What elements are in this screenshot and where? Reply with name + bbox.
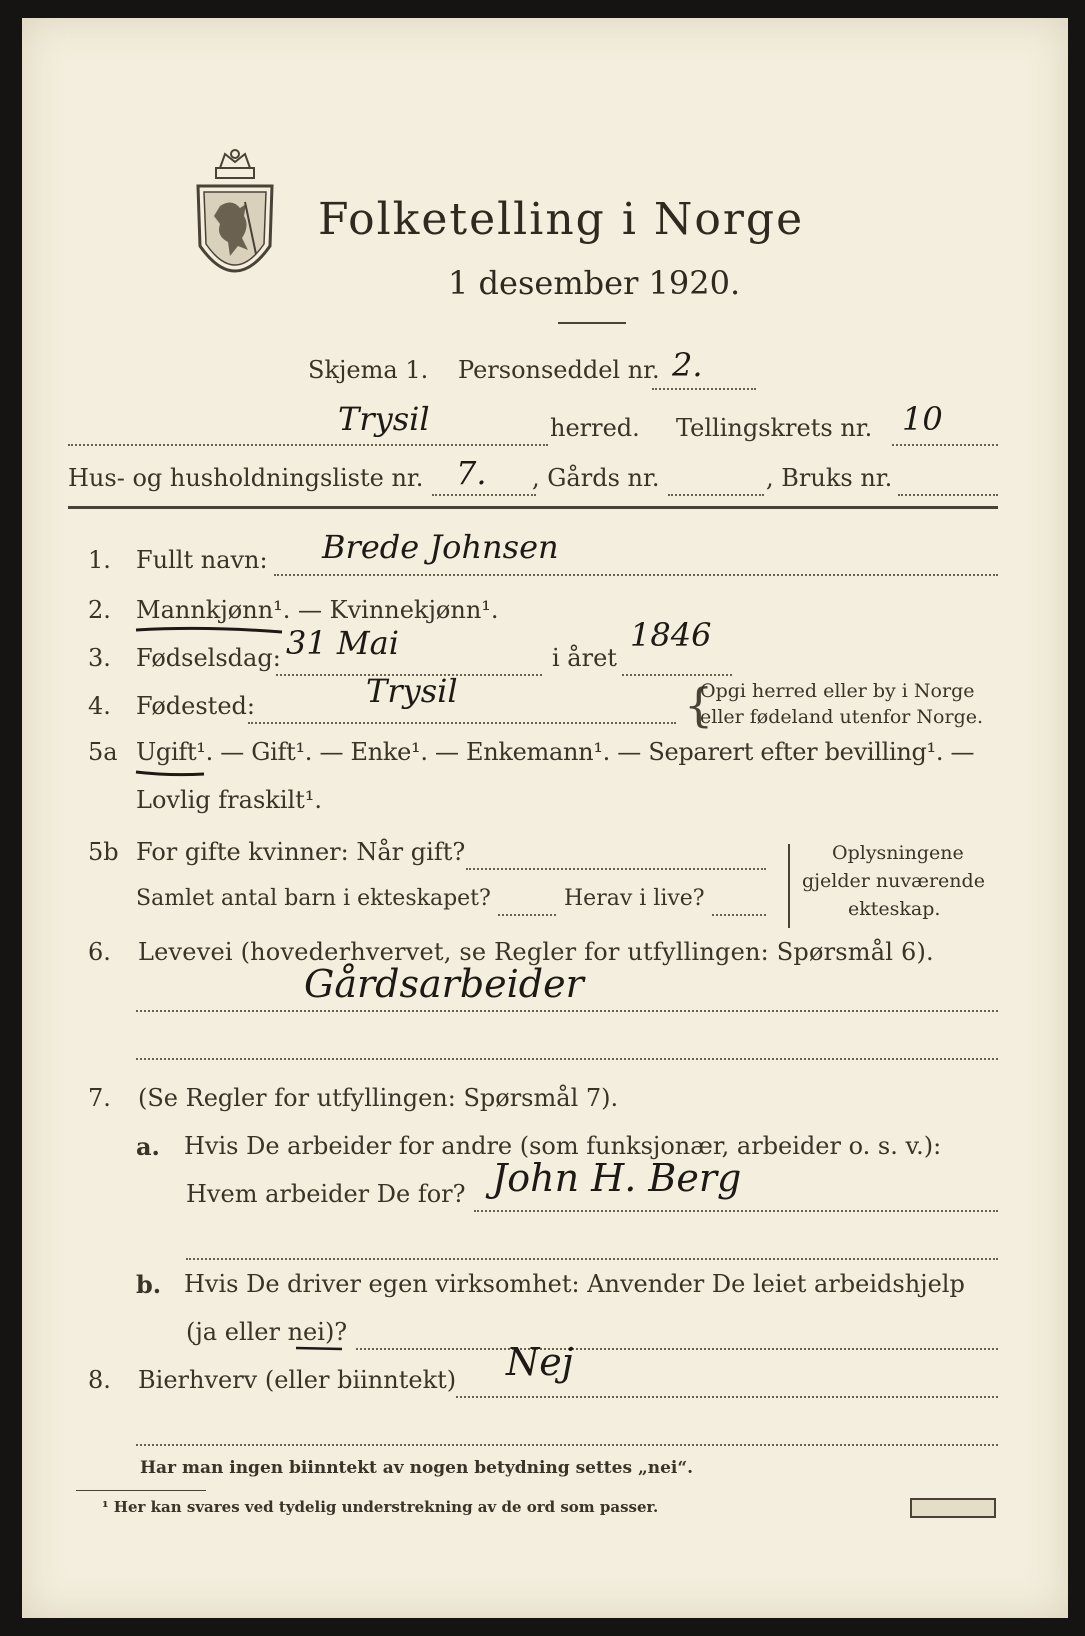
q6-number: 6.	[88, 938, 111, 966]
q8-label: Bierhverv (eller biinntekt)	[138, 1366, 457, 1394]
tellingskrets-label: Tellingskrets nr.	[676, 414, 873, 442]
q7b-letter: b.	[136, 1270, 162, 1299]
q3-label: Fødselsdag:	[136, 644, 281, 672]
q7a-letter: a.	[136, 1132, 160, 1161]
bruks-label: , Bruks nr.	[766, 464, 893, 492]
household-list-field-line	[432, 494, 536, 496]
q4-field-line	[248, 722, 676, 724]
q4-label: Fødested:	[136, 692, 255, 720]
q3-year-label: i året	[552, 644, 617, 672]
q5a-number: 5a	[88, 738, 118, 766]
personseddel-label: Personseddel nr.	[458, 356, 660, 384]
q3-year-field-line	[622, 674, 732, 676]
q8-side-income-value: Nej	[506, 1340, 574, 1384]
skjema-label: Skjema 1.	[308, 356, 429, 384]
q4-birthplace-value: Trysil	[366, 672, 458, 710]
q8-field-line-1	[456, 1396, 998, 1398]
q5a-marital-options: Ugift¹. — Gift¹. — Enke¹. — Enkemann¹. — Separert efter bevilling¹. —	[136, 738, 975, 766]
q4-number: 4.	[88, 692, 111, 720]
herred-value: Trysil	[338, 400, 430, 438]
q7a-question: Hvis De arbeider for andre (som funksjonær, arbeider o. s. v.):	[184, 1132, 942, 1160]
census-date: 1 desember 1920.	[448, 264, 741, 302]
herred-field-line	[68, 444, 548, 446]
q2-gender-options: Mannkjønn¹. — Kvinnekjønn¹.	[136, 596, 499, 624]
q5b-children-label: Samlet antal barn i ekteskapet?	[136, 886, 491, 911]
q6-occupation-value: Gårdsarbeider	[304, 962, 584, 1006]
q4-note-line1: Opgi herred eller by i Norge	[700, 680, 975, 702]
q5b-alive-label: Herav i live?	[564, 886, 705, 911]
norwegian-coat-of-arms	[190, 146, 280, 296]
ugift-underline-mark	[134, 768, 206, 780]
q7-label: (Se Regler for utfyllingen: Spørsmål 7).	[138, 1084, 619, 1112]
q5b-children-field-line	[498, 914, 556, 916]
footnote-text: ¹ Her kan svares ved tydelig understrekning av de ord som passer.	[102, 1498, 659, 1516]
q5b-note-bracket	[788, 844, 790, 928]
q3-birth-date-value: 31 Mai	[286, 624, 399, 662]
q1-full-name-value: Brede Johnsen	[322, 528, 559, 566]
q7b-question: Hvis De driver egen virksomhet: Anvender De leiet arbeidshjelp	[184, 1270, 965, 1298]
nei-underline-mark	[294, 1344, 344, 1354]
q5b-note-line3: ekteskap.	[848, 898, 941, 920]
gards-label: , Gårds nr.	[532, 464, 660, 492]
q5b-note-line2: gjelder nuværende	[802, 870, 985, 892]
census-form-paper	[22, 18, 1068, 1618]
q5b-note-line1: Oplysningene	[832, 842, 964, 864]
q6-field-line-2	[136, 1058, 998, 1060]
form-title: Folketelling i Norge	[318, 194, 805, 245]
title-divider	[558, 322, 626, 324]
gards-field-line	[668, 494, 764, 496]
q2-number: 2.	[88, 596, 111, 624]
q3-number: 3.	[88, 644, 111, 672]
q7a-field-line-1	[474, 1210, 998, 1212]
q5b-married-when-label: For gifte kvinner: Når gift?	[136, 838, 466, 866]
q7a-employer-value: John H. Berg	[492, 1156, 742, 1200]
household-list-value: 7.	[456, 454, 487, 492]
footer-note: Har man ingen biinntekt av nogen betydning settes „nei“.	[140, 1458, 694, 1478]
q1-number: 1.	[88, 546, 111, 574]
q3-birth-year-value: 1846	[630, 616, 712, 654]
q7b-field-line	[356, 1348, 998, 1350]
bruks-field-line	[898, 494, 998, 496]
q4-note-brace: {	[684, 678, 714, 732]
q1-label: Fullt navn:	[136, 546, 268, 574]
q5a-divorced-option: Lovlig fraskilt¹.	[136, 786, 323, 814]
tellingskrets-field-line	[892, 444, 998, 446]
q1-field-line	[274, 574, 998, 576]
q7a-employer-label: Hvem arbeider De for?	[186, 1180, 466, 1208]
q7-number: 7.	[88, 1084, 111, 1112]
herred-label: herred.	[550, 414, 640, 442]
printer-stamp	[910, 1498, 996, 1518]
personseddel-value: 2.	[672, 346, 703, 384]
q5b-married-when-field-line	[466, 868, 766, 870]
q4-note-line2: eller fødeland utenfor Norge.	[700, 706, 984, 728]
q5b-number: 5b	[88, 838, 119, 866]
footnote-divider	[76, 1490, 206, 1491]
q7b-yes-no-label: (ja eller nei)?	[186, 1318, 348, 1346]
q5b-alive-field-line	[712, 914, 766, 916]
q8-number: 8.	[88, 1366, 111, 1394]
personseddel-field-line	[652, 388, 756, 390]
household-list-label: Hus- og husholdningsliste nr.	[68, 464, 424, 492]
q7a-field-line-2	[186, 1258, 998, 1260]
q6-field-line-1	[136, 1010, 998, 1012]
q6-label: Levevei (hovederhvervet, se Regler for utfyllingen: Spørsmål 6).	[138, 938, 934, 966]
header-divider	[68, 506, 998, 509]
mannkjonn-underline-mark	[134, 624, 284, 636]
q8-field-line-2	[136, 1444, 998, 1446]
tellingskrets-value: 10	[902, 400, 943, 438]
